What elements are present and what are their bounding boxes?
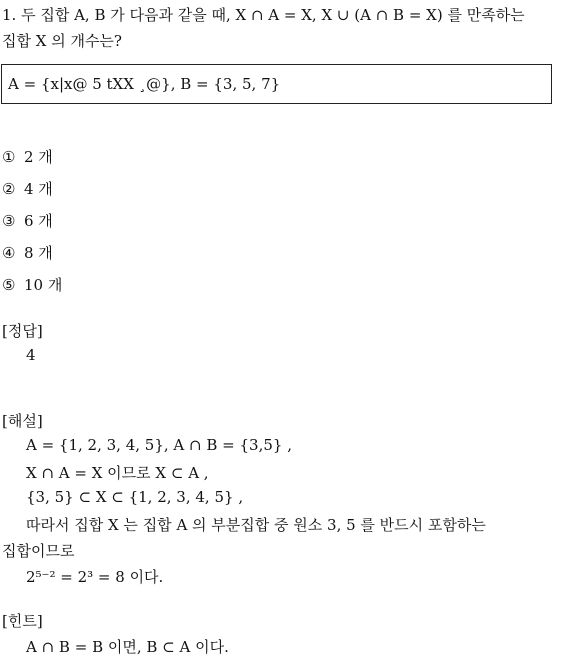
choice-number: ② <box>2 180 16 198</box>
choice-number: ⑤ <box>2 276 16 294</box>
choice-label: 6 개 <box>24 212 53 230</box>
explanation-line: {3, 5} ⊂ X ⊂ {1, 2, 3, 4, 5} , <box>26 488 244 506</box>
choice-2[interactable] <box>2 178 53 199</box>
given-sets-box <box>1 64 552 104</box>
answer-value: 4 <box>26 346 36 364</box>
choice-label: 8 개 <box>24 244 53 262</box>
choice-number: ① <box>2 148 16 166</box>
question-line-1: 1. 두 집합 A, B 가 다음과 같을 때, X ∩ A = X, X ∪ (A ∩ B = X) 를 만족하는 <box>2 6 525 24</box>
choice-1[interactable] <box>2 146 53 167</box>
choice-number: ③ <box>2 212 16 230</box>
choice-5[interactable] <box>2 274 62 295</box>
choice-label: 4 개 <box>24 180 53 198</box>
choice-label: 2 개 <box>24 148 53 166</box>
explanation-heading: [해설] <box>2 412 43 430</box>
question-line-2: 집합 X 의 개수는? <box>2 32 122 50</box>
choice-label: 10 개 <box>24 276 63 294</box>
explanation-line: 따라서 집합 X 는 집합 A 의 부분집합 중 원소 3, 5 를 반드시 포함하는 <box>26 516 486 534</box>
explanation-line: X ∩ A = X 이므로 X ⊂ A , <box>26 464 209 482</box>
explanation-line: 2⁵⁻² = 2³ = 8 이다. <box>26 568 164 586</box>
choice-4[interactable] <box>2 242 53 263</box>
given-sets-text: A = {x|x@ 5 tXX ¸@}, B = {3, 5, 7} <box>8 75 281 93</box>
explanation-line: 집합이므로 <box>2 542 75 560</box>
answer-heading: [정답] <box>2 322 43 340</box>
hint-text: A ∩ B = B 이면, B ⊂ A 이다. <box>26 638 229 656</box>
choice-3[interactable] <box>2 210 53 231</box>
explanation-line: A = {1, 2, 3, 4, 5}, A ∩ B = {3,5} , <box>26 436 292 454</box>
hint-heading: [힌트] <box>2 612 43 630</box>
choice-number: ④ <box>2 244 16 262</box>
